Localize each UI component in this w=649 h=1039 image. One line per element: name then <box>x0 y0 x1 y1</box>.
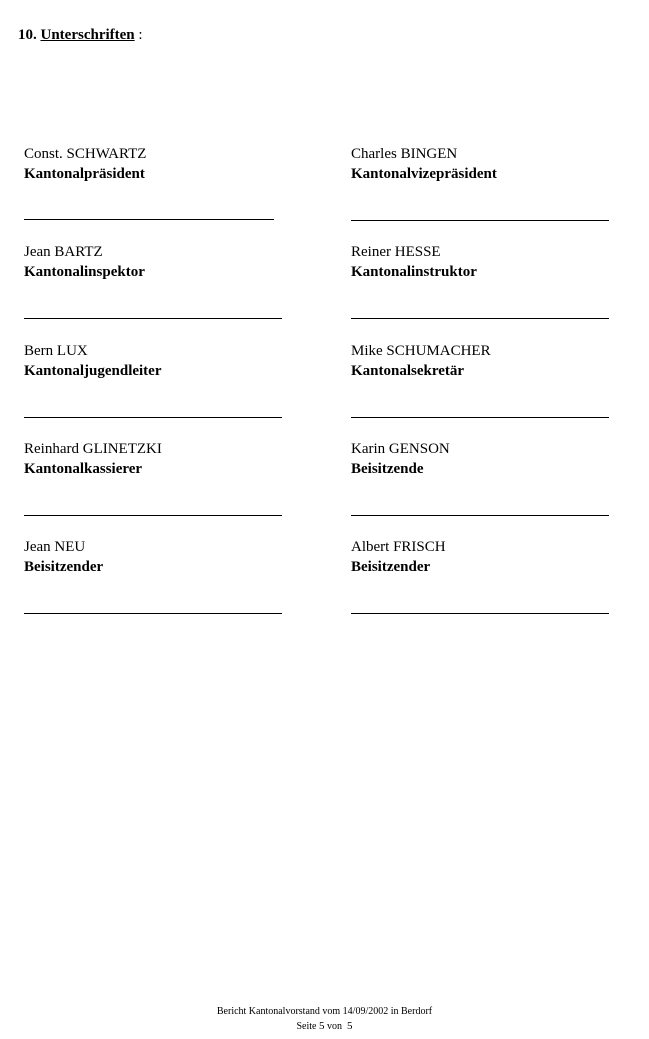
signer-block <box>24 537 324 577</box>
section-title: Unterschriften <box>40 27 135 43</box>
page-of-label: von <box>327 1021 342 1032</box>
signature-line <box>24 417 282 418</box>
signer-role: Beisitzende <box>351 461 424 477</box>
page-total: 5 <box>347 1020 353 1032</box>
signer-name: Reiner HESSE <box>351 244 441 260</box>
page-indicator <box>0 1019 649 1034</box>
signer-role: Kantonalvizepräsident <box>351 166 497 182</box>
signature-line <box>351 318 609 319</box>
signer-block <box>351 439 649 479</box>
signer-block <box>351 242 649 282</box>
signer-role: Kantonalsekretär <box>351 363 465 379</box>
signer-name: Jean BARTZ <box>24 244 103 260</box>
page-footer <box>0 1005 649 1034</box>
signer-block <box>24 439 324 479</box>
signer-role: Kantonalpräsident <box>24 166 145 182</box>
signer-block <box>351 341 649 381</box>
signer-block <box>351 144 649 184</box>
signer-role: Beisitzender <box>24 559 104 575</box>
signer-name: Const. SCHWARTZ <box>24 146 147 162</box>
section-heading <box>18 26 143 44</box>
signer-name: Jean NEU <box>24 539 86 555</box>
page-label: Seite <box>296 1021 317 1032</box>
page-current: 5 <box>319 1020 325 1032</box>
signature-line <box>351 417 609 418</box>
signer-name: Mike SCHUMACHER <box>351 343 491 359</box>
signer-role: Kantonalkassierer <box>24 461 143 477</box>
signature-line <box>351 613 609 614</box>
signer-name: Bern LUX <box>24 343 88 359</box>
signer-name: Charles BINGEN <box>351 146 458 162</box>
signature-line <box>24 515 282 516</box>
section-colon: : <box>138 27 143 43</box>
signer-name: Karin GENSON <box>351 441 450 457</box>
section-number: 10. <box>18 27 37 43</box>
signature-line <box>351 515 609 516</box>
report-caption: Bericht Kantonalvorstand vom 14/09/2002 in Berdorf <box>216 1006 433 1017</box>
signature-line <box>24 613 282 614</box>
signer-name: Reinhard GLINETZKI <box>24 441 162 457</box>
signer-role: Kantonaljugendleiter <box>24 363 162 379</box>
signer-name: Albert FRISCH <box>351 539 446 555</box>
signer-block <box>351 537 649 577</box>
signer-role: Kantonalinspektor <box>24 264 145 280</box>
signature-line <box>24 318 282 319</box>
signer-block <box>24 341 324 381</box>
signature-line <box>24 219 274 220</box>
signature-line <box>351 220 609 221</box>
signer-role: Beisitzender <box>351 559 431 575</box>
signer-role: Kantonalinstruktor <box>351 264 477 280</box>
signer-block <box>24 242 324 282</box>
signer-block <box>24 144 324 184</box>
